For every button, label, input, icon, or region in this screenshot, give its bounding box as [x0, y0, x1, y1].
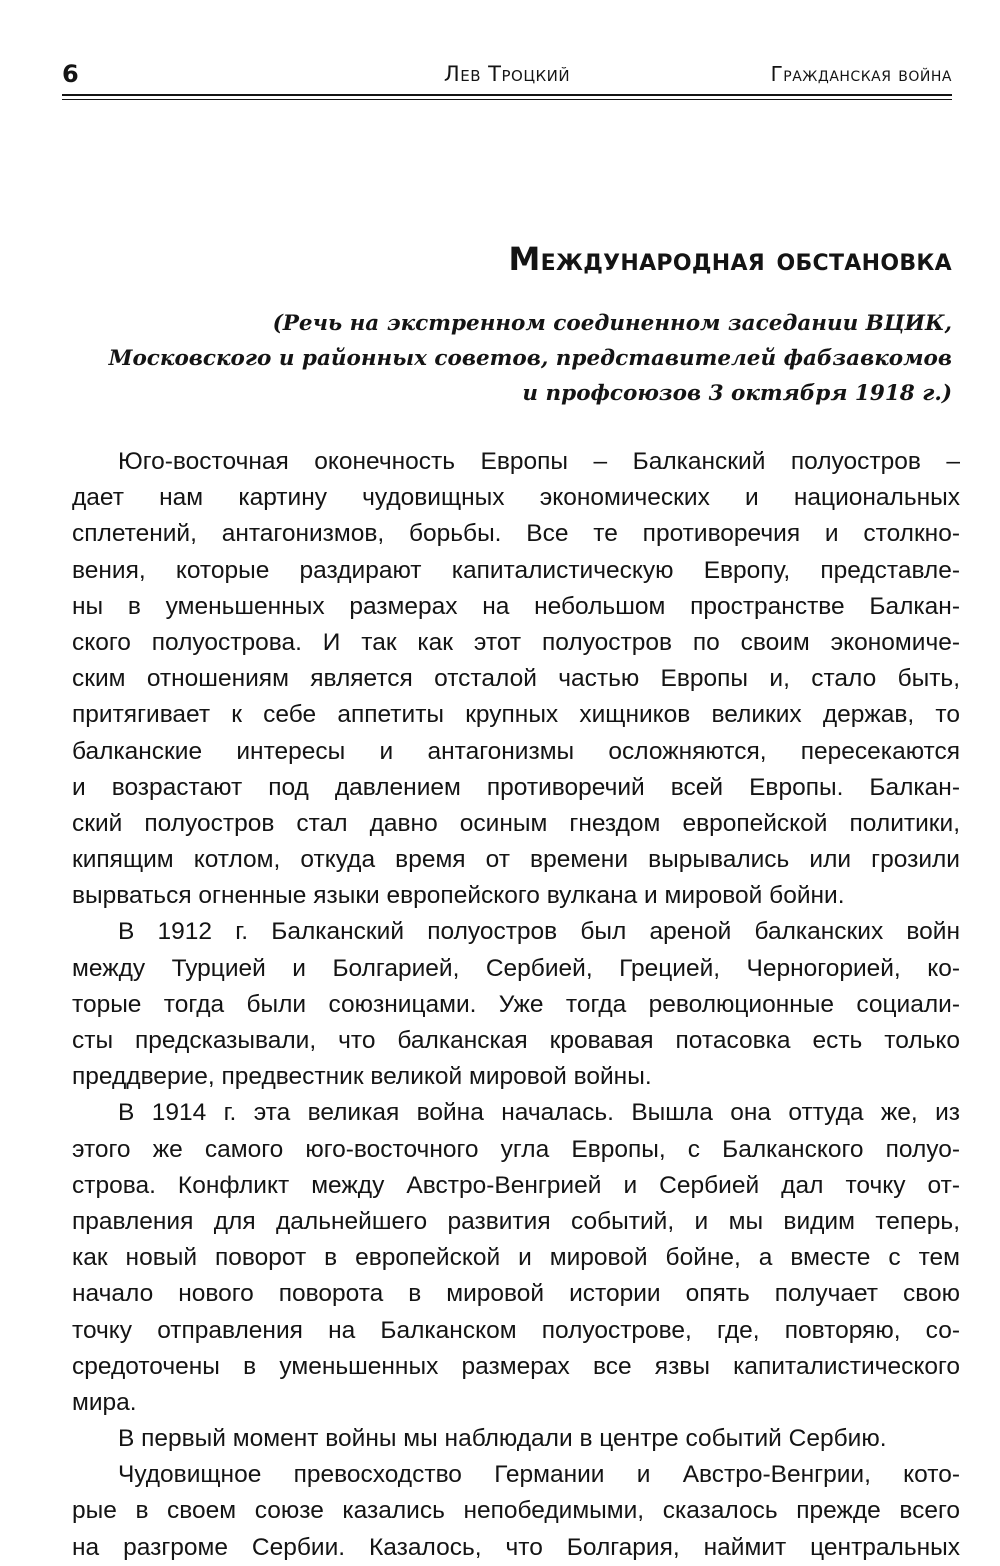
text-line: этого же самого юго-восточного угла Европы, с Балканского полуо- [72, 1135, 960, 1163]
text-line: дает нам картину чудовищных экономических и национальных [72, 484, 960, 512]
paragraph [72, 1457, 960, 1566]
text-line: мира. [72, 1388, 137, 1416]
text-line: ским отношениям является отсталой частью Европы и, стало быть, [72, 665, 960, 693]
text-line: ский полуостров стал давно осиным гнездом европейской политики, [72, 809, 960, 837]
text-line: преддверие, предвестник великой мировой войны. [72, 1063, 652, 1091]
text-line: строва. Конфликт между Австро-Венгрией и Сербией дал точку от- [72, 1171, 960, 1199]
body-text [72, 444, 960, 1566]
text-line: ны в уменьшенных размерах на небольшом пространстве Балкан- [72, 592, 960, 620]
text-line: рые в своем союзе казались непобедимыми, сказалось прежде всего [72, 1497, 960, 1525]
subtitle-line: (Речь на экстренном соединенном заседании ВЦИК, [272, 311, 952, 336]
text-line: точку отправления на Балканском полуострове, где, повторяю, со- [72, 1316, 960, 1344]
running-header [62, 58, 952, 92]
text-line: сплетений, антагонизмов, борьбы. Все те противоречия и столкно- [72, 520, 960, 548]
text-line: сты предсказывали, что балканская кровавая потасовка есть только [72, 1027, 960, 1054]
page-number: 6 [62, 60, 79, 88]
text-line: притягивает к себе аппетиты крупных хищников великих держав, то [72, 701, 960, 729]
header-author: Лев Троцкий [443, 62, 571, 86]
text-line: торые тогда были союзницами. Уже тогда революционные социали- [72, 990, 960, 1018]
paragraph [72, 1421, 960, 1457]
chapter-title: Международная обстановка [508, 240, 952, 278]
text-line: вырваться огненные языки европейского вулкана и мировой бойни. [72, 882, 845, 910]
chapter-subtitle [92, 306, 952, 411]
text-line: средоточены в уменьшенных размерах все язвы капиталистического [72, 1352, 960, 1380]
text-line: В первый момент войны мы наблюдали в центре событий Сербию. [118, 1425, 887, 1453]
paragraph [72, 1095, 960, 1421]
text-line: между Турцией и Болгарией, Сербией, Грецией, Черногорией, ко- [72, 954, 960, 982]
paragraph [72, 444, 960, 914]
header-book-title: Гражданская война [770, 62, 952, 86]
text-line: ского полуострова. И так как этот полуостров по своим экономиче- [72, 628, 960, 656]
text-line: В 1914 г. эта великая война началась. Вышла она оттуда же, из [118, 1099, 960, 1127]
text-line: кипящим котлом, откуда время от времени вырывались или грозили [72, 846, 960, 874]
text-line: как новый поворот в европейской и мировой бойне, а вместе с тем [72, 1244, 960, 1272]
subtitle-line: и профсоюзов 3 октября 1918 г.) [522, 381, 952, 406]
text-line: В 1912 г. Балканский полуостров был ареной балканских войн [118, 918, 960, 946]
paragraph [72, 914, 960, 1095]
text-line: и возрастают под давлением противоречий всей Европы. Балкан- [72, 773, 960, 801]
header-rule [62, 94, 952, 100]
subtitle-line: Московского и районных советов, представителей фабзавкомов [108, 346, 952, 371]
text-line: Чудовищное превосходство Германии и Австро-Венгрии, кото- [118, 1461, 960, 1489]
text-line: на разгроме Сербии. Казалось, что Болгария, наймит центральных [72, 1533, 960, 1561]
text-line: правления для дальнейшего развития событий, и мы видим теперь, [72, 1207, 960, 1235]
text-line: Юго-восточная оконечность Европы – Балканский полуостров – [118, 448, 960, 475]
text-line: начало нового поворота в мировой истории опять получает свою [72, 1280, 960, 1308]
text-line: балканские интересы и антагонизмы осложняются, пересекаются [72, 737, 960, 765]
text-line: вения, которые раздирают капиталистическую Европу, представле- [72, 556, 960, 584]
